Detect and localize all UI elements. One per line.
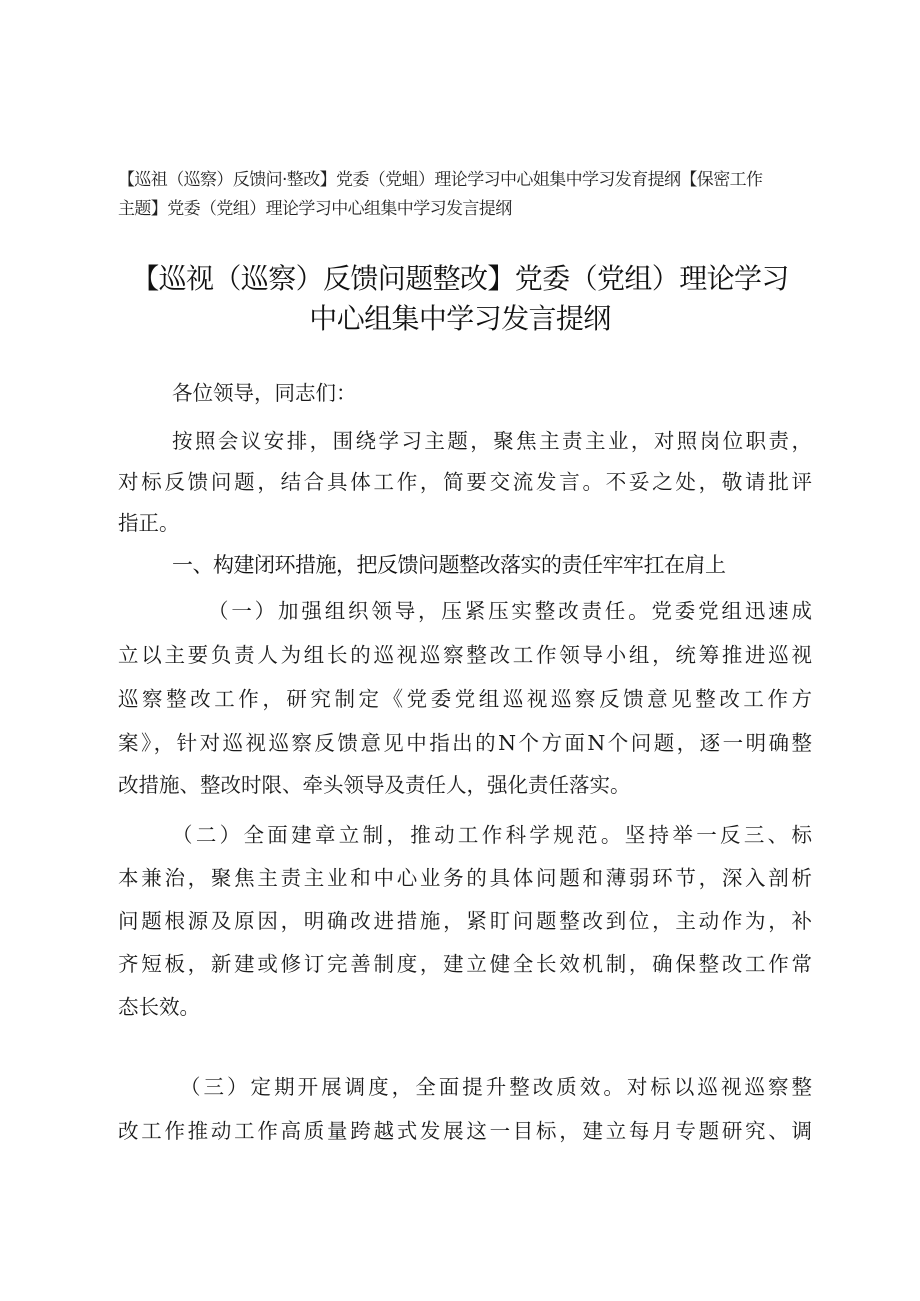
para1-line-3: 巡察整改工作，研究制定《党委党组巡视巡察反馈意见整改工作方 (118, 687, 812, 711)
para1-line-4: 案》，针对巡视巡察反馈意见中指出的N个方面N个问题，逐一明确整 (118, 731, 812, 755)
para1-line-5: 改措施、整改时限、牵头领导及责任人，强化责任落实。 (118, 773, 631, 797)
para2-line-2: 本兼治，聚焦主责主业和中心业务的具体问题和薄弱环节，深入剖析 (118, 866, 812, 890)
para1-line-2: 立以主要负责人为组长的巡视巡察整改工作领导小组，统筹推进巡视 (118, 643, 812, 667)
para3-line-1: （三）定期开展调度，全面提升整改质效。对标以巡视巡察整 (180, 1075, 812, 1099)
file-title-line-1: 【巡祖（巡察）反馈问·整改】党委（党蛆）理论学习中心姐集中学习发育提纲【保密工作 (118, 170, 763, 190)
para3-line-2: 改工作推动工作高质量跨越式发展这一目标，建立每月专题研究、调 (118, 1119, 812, 1143)
intro-line-1: 按照会议安排，围绕学习主题，聚焦主责主业，对照岗位职责， (172, 429, 812, 453)
document-title-line-2: 中心组集中学习发言提纲 (309, 302, 611, 335)
para1-line-1: （一）加强组织领导，压紧压实整改责任。党委党组迅速成 (208, 599, 812, 623)
intro-line-3: 指正。 (118, 511, 180, 535)
intro-line-2: 对标反馈问题，结合具体工作，简要交流发言。不妥之处，敬请批评 (118, 470, 812, 494)
para2-line-4: 齐短板，新建或修订完善制度，建立健全长效机制，确保整改工作常 (118, 952, 812, 976)
para2-line-3: 问题根源及原因，明确改进措施，紧盯问题整改到位，主动作为，补 (118, 909, 812, 933)
para2-line-5: 态长效。 (118, 995, 200, 1019)
para2-line-1: （二）全面建章立制，推动工作科学规范。坚持举一反三、标 (172, 823, 812, 847)
section-heading-1: 一、构建闭环措施，把反馈问题整改落实的责任牢牢扛在肩上 (172, 553, 726, 577)
document-title-line-1: 【巡视（巡察）反馈问题整改】党委（党组）理论学习 (131, 262, 789, 295)
salutation: 各位领导，同志们： (172, 381, 357, 405)
file-title-line-2: 主题】党委（党组）理论学习中心组集中学习发言提纲 (118, 199, 512, 219)
